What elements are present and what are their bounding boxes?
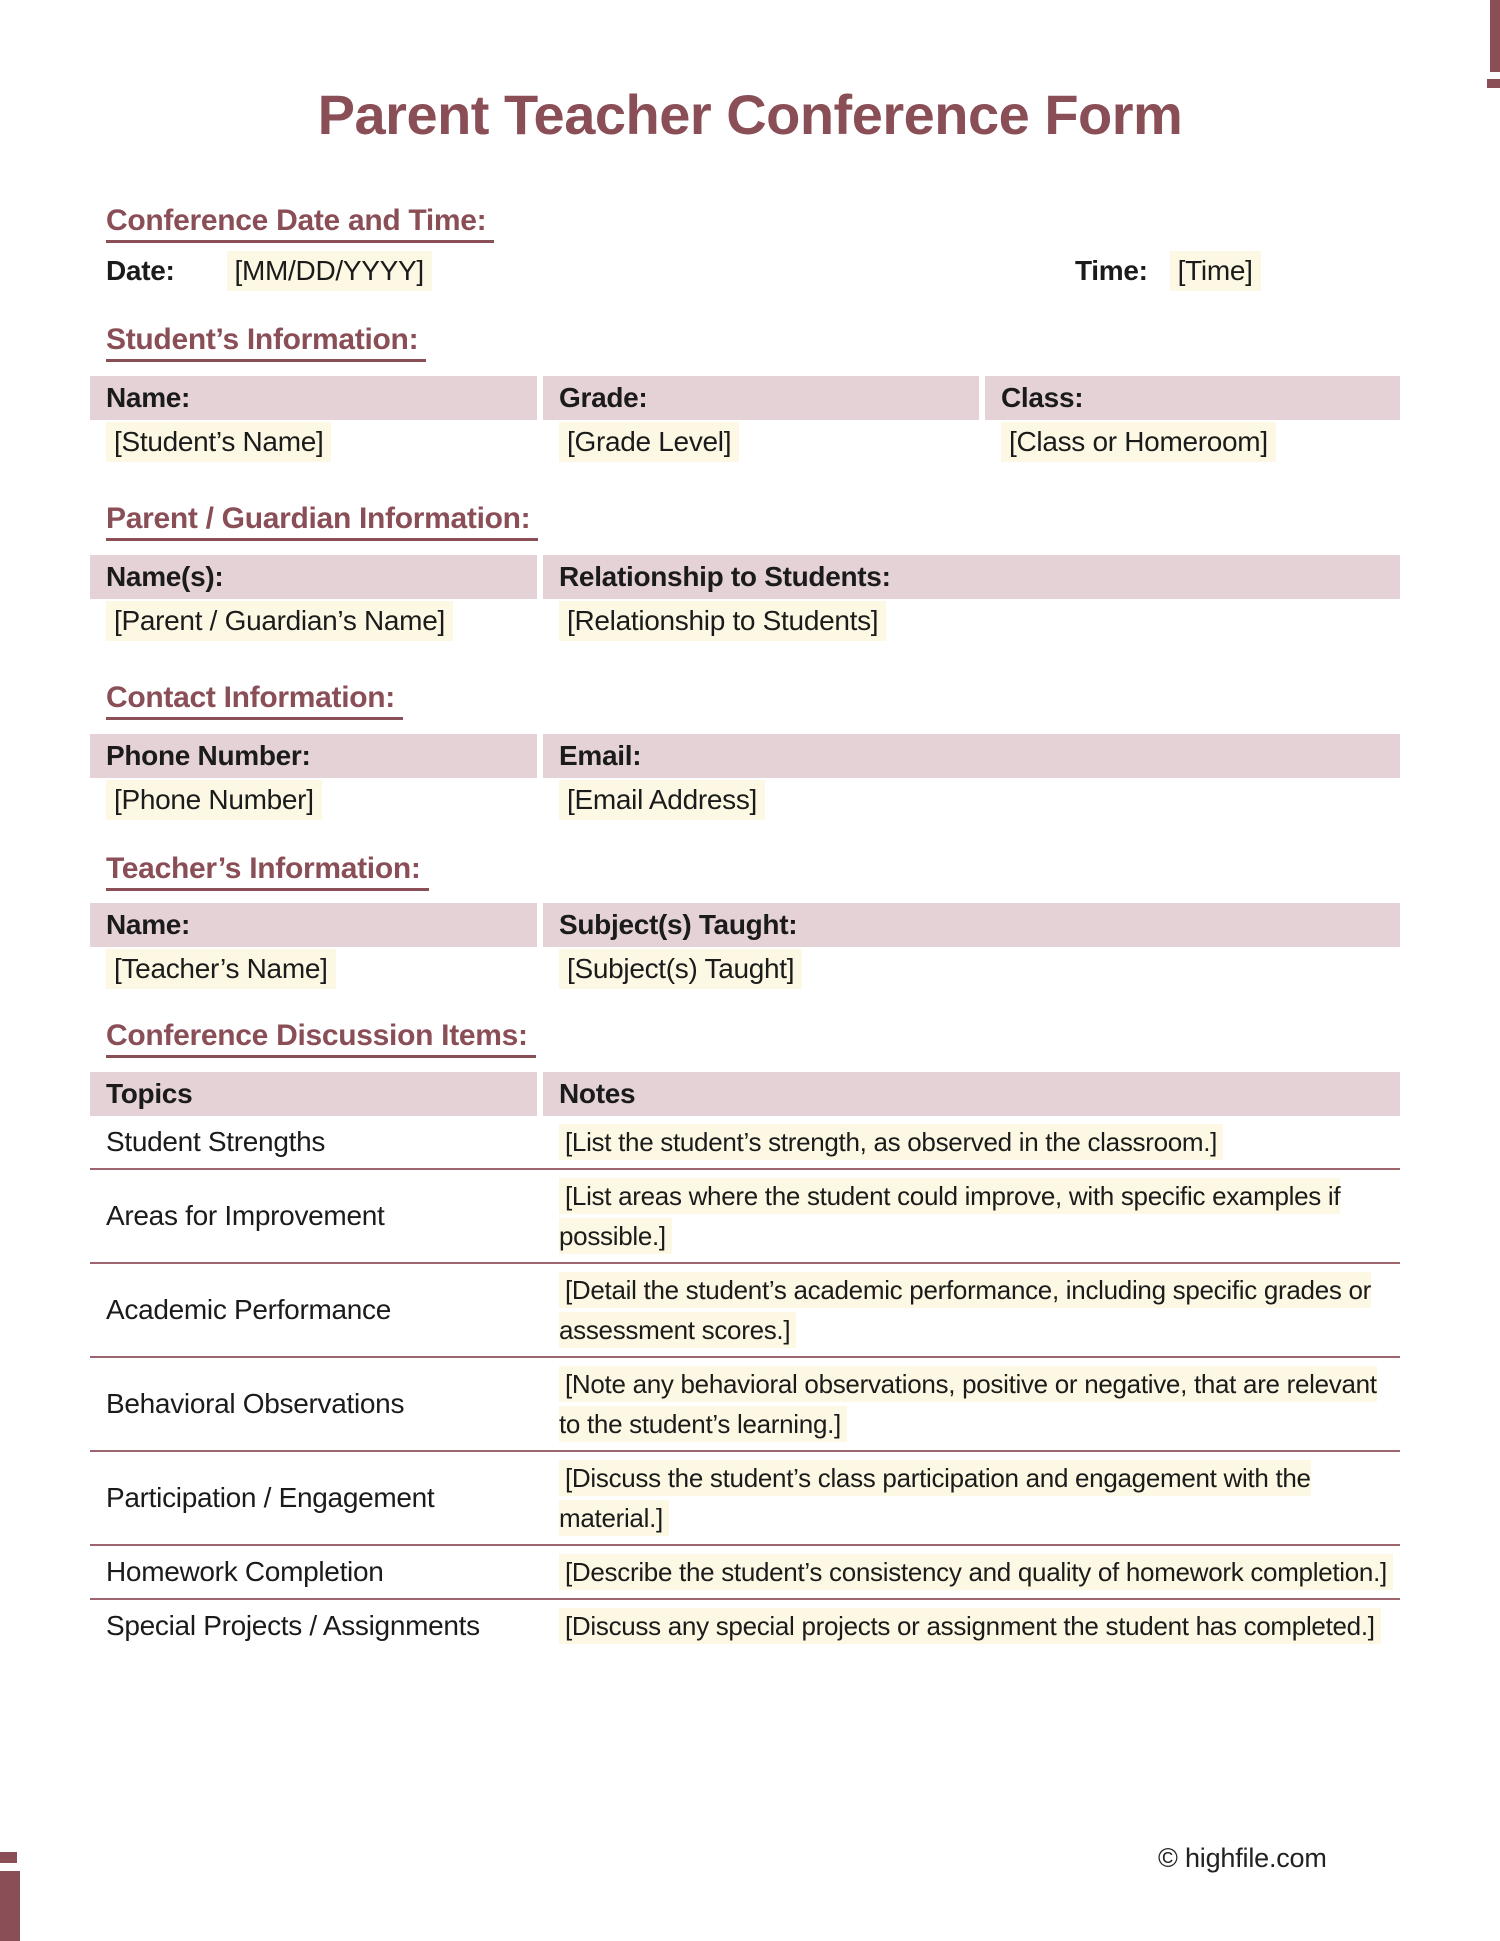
student-name-field[interactable]: [Student’s Name]: [106, 422, 331, 462]
discussion-row-participation-engagement: [90, 1452, 1400, 1546]
section-heading-discussion-items: Conference Discussion Items:: [106, 1019, 1400, 1058]
topic-label: Student Strengths: [106, 1125, 326, 1157]
email-address-field[interactable]: [Email Address]: [559, 780, 765, 820]
column-header-notes: Notes: [543, 1072, 1400, 1116]
table-cell: [543, 947, 1400, 991]
topic-label: Participation / Engagement: [106, 1481, 435, 1513]
topic-label: Special Projects / Assignments: [106, 1609, 480, 1641]
discussion-table: [90, 1072, 1400, 1652]
table-cell: [543, 420, 979, 464]
table-header-row: [90, 376, 1400, 420]
table-value-row: [90, 778, 1400, 822]
parent-info-table: [90, 555, 1400, 643]
table-cell: [985, 420, 1400, 464]
student-info-table: [90, 376, 1400, 464]
column-header-grade: Grade:: [543, 376, 979, 420]
column-header-phone: Phone Number:: [90, 734, 537, 778]
note-cell: [543, 1606, 1400, 1646]
table-value-row: [90, 599, 1400, 643]
table-cell: [543, 778, 1400, 822]
discussion-row-behavioral-observations: [90, 1358, 1400, 1452]
topic-label: Academic Performance: [106, 1293, 392, 1325]
note-cell: [543, 1458, 1400, 1538]
relationship-field[interactable]: [Relationship to Students]: [559, 601, 886, 641]
teacher-info-table: [90, 903, 1400, 991]
time-label: Time:: [1075, 254, 1148, 286]
note-field[interactable]: [List areas where the student could improve, with specific examples if possible.]: [559, 1178, 1340, 1254]
section-heading-contact-info: Contact Information:: [106, 681, 1400, 720]
phone-number-field[interactable]: [Phone Number]: [106, 780, 322, 820]
grade-level-field[interactable]: [Grade Level]: [559, 422, 739, 462]
subjects-taught-field[interactable]: [Subject(s) Taught]: [559, 949, 802, 989]
corner-mark-top-right-bar: [1490, 0, 1500, 72]
discussion-row-student-strengths: [90, 1116, 1400, 1170]
column-header-teacher-name: Name:: [90, 903, 537, 947]
note-field[interactable]: [Note any behavioral observations, positive or negative, that are relevant to the student’s learning.]: [559, 1366, 1377, 1442]
note-field[interactable]: [List the student’s strength, as observed in the classroom.]: [559, 1124, 1223, 1160]
date-time-row: [90, 251, 1400, 291]
column-header-topics: Topics: [90, 1072, 537, 1116]
column-header-name: Name:: [90, 376, 537, 420]
section-heading-student-info: Student’s Information:: [106, 323, 1400, 362]
teacher-name-field[interactable]: [Teacher’s Name]: [106, 949, 336, 989]
section-heading-date-time: Conference Date and Time:: [106, 204, 1400, 243]
class-homeroom-field[interactable]: [Class or Homeroom]: [1001, 422, 1276, 462]
table-header-row: [90, 903, 1400, 947]
note-cell: [543, 1122, 1400, 1162]
parent-name-field[interactable]: [Parent / Guardian’s Name]: [106, 601, 453, 641]
corner-mark-top-right-square: [1487, 79, 1500, 88]
date-label: Date:: [106, 254, 175, 286]
note-field[interactable]: [Discuss any special projects or assignment the student has completed.]: [559, 1608, 1381, 1644]
table-header-row: [90, 555, 1400, 599]
date-field[interactable]: [MM/DD/YYYY]: [227, 251, 432, 291]
column-header-subjects: Subject(s) Taught:: [543, 903, 1400, 947]
section-heading-teacher-info: Teacher’s Information:: [106, 852, 1400, 891]
table-value-row: [90, 947, 1400, 991]
table-cell: [90, 778, 537, 822]
discussion-row-homework-completion: [90, 1546, 1400, 1600]
footer-credit: © highfile.com: [1158, 1843, 1327, 1873]
note-cell: [543, 1270, 1400, 1350]
topic-label: Behavioral Observations: [106, 1387, 405, 1419]
corner-mark-bottom-left-bar: [0, 1871, 20, 1941]
time-field[interactable]: [Time]: [1170, 251, 1261, 291]
note-cell: [543, 1552, 1400, 1592]
note-field[interactable]: [Describe the student’s consistency and quality of homework completion.]: [559, 1554, 1393, 1590]
time-group: [1075, 251, 1261, 291]
note-cell: [543, 1176, 1400, 1256]
page-title: Parent Teacher Conference Form: [317, 83, 1183, 146]
column-header-email: Email:: [543, 734, 1400, 778]
discussion-row-areas-for-improvement: [90, 1170, 1400, 1264]
table-cell: [543, 599, 1400, 643]
topic-label: Areas for Improvement: [106, 1199, 385, 1231]
column-header-class: Class:: [985, 376, 1400, 420]
table-value-row: [90, 420, 1400, 464]
topic-label: Homework Completion: [106, 1555, 384, 1587]
table-cell: [90, 420, 537, 464]
discussion-row-academic-performance: [90, 1264, 1400, 1358]
table-cell: [90, 599, 537, 643]
corner-mark-bottom-left-square: [0, 1852, 17, 1863]
table-cell: [90, 947, 537, 991]
contact-info-table: [90, 734, 1400, 822]
note-cell: [543, 1364, 1400, 1444]
table-header-row: [90, 734, 1400, 778]
form-content: [90, 204, 1400, 1652]
section-heading-parent-info: Parent / Guardian Information:: [106, 502, 1400, 541]
note-field[interactable]: [Discuss the student’s class participation and engagement with the material.]: [559, 1460, 1311, 1536]
discussion-row-special-projects: [90, 1600, 1400, 1652]
table-header-row: [90, 1072, 1400, 1116]
column-header-parent-names: Name(s):: [90, 555, 537, 599]
note-field[interactable]: [Detail the student’s academic performance, including specific grades or assessment scores.]: [559, 1272, 1371, 1348]
column-header-relationship: Relationship to Students:: [543, 555, 1400, 599]
